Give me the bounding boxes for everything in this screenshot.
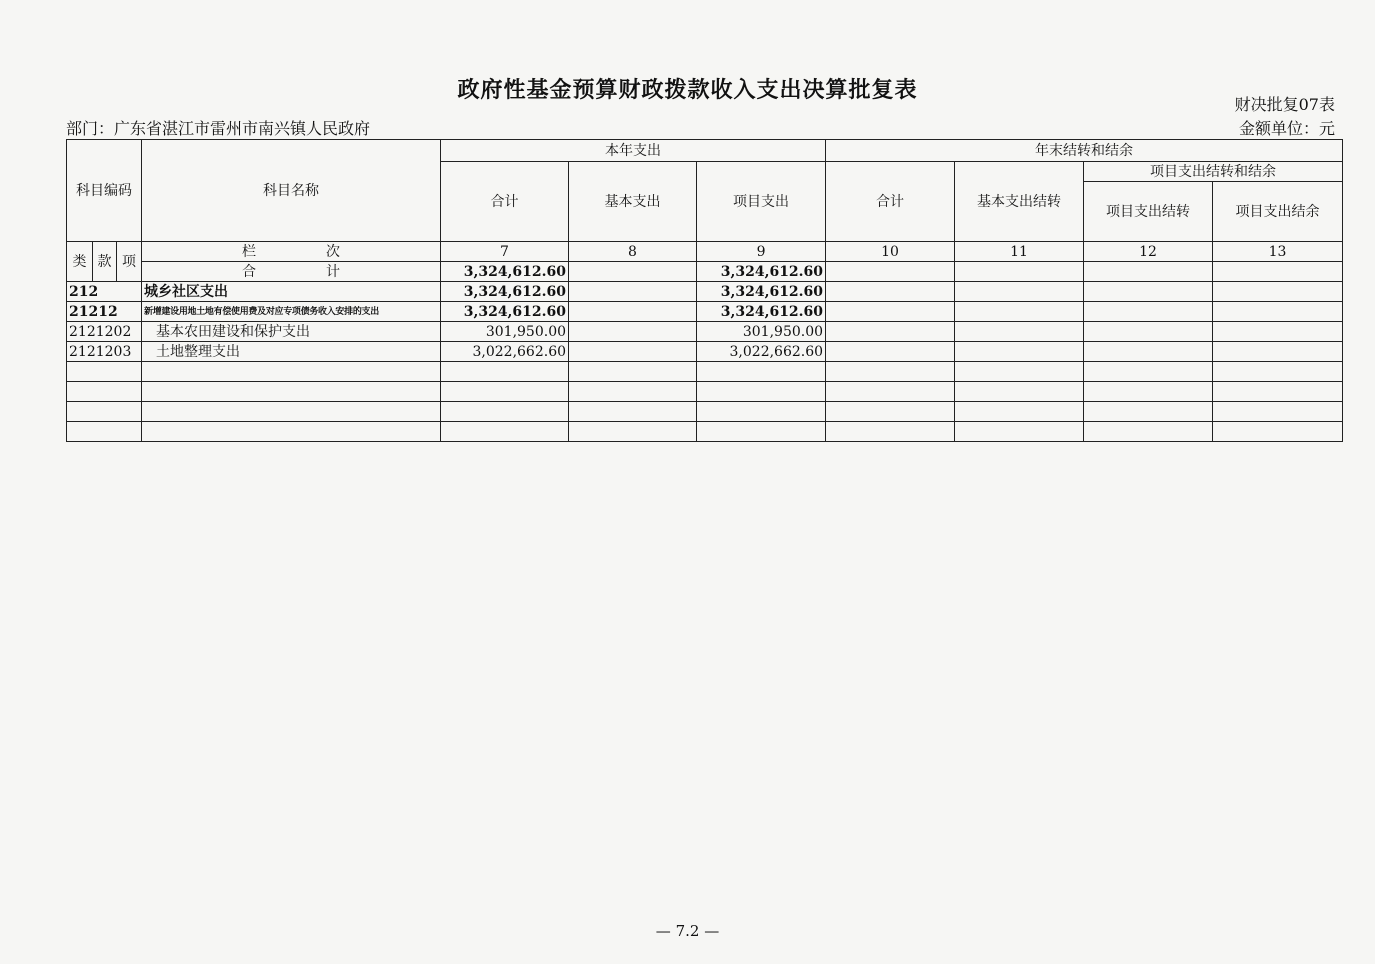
header-current-year-expenditure: 本年支出 [441, 140, 826, 162]
empty-row [67, 402, 1343, 422]
header-subject-name: 科目名称 [142, 140, 441, 242]
total-col9: 3,324,612.60 [697, 262, 826, 282]
row-code: 212 [67, 282, 142, 302]
row-col7: 301,950.00 [441, 322, 569, 342]
col-index-8: 8 [569, 242, 697, 262]
row-name: 土地整理支出 [142, 342, 441, 362]
total-label-he: 合 [242, 263, 257, 280]
row-col9: 3,324,612.60 [697, 282, 826, 302]
empty-row [67, 382, 1343, 402]
total-col8 [569, 262, 697, 282]
col-index-9: 9 [697, 242, 826, 262]
form-number: 财决批复07表 [1234, 95, 1335, 114]
amount-unit-label: 金额单位：元 [1238, 119, 1335, 138]
header-xiang: 项 [117, 242, 142, 282]
column-index-ci: 次 [326, 243, 341, 260]
budget-table [66, 139, 1343, 442]
header-project-surplus: 项目支出结余 [1213, 182, 1343, 242]
page-title: 政府性基金预算财政拨款收入支出决算批复表 [457, 78, 918, 103]
header-total: 合计 [441, 162, 569, 242]
col-index-10: 10 [826, 242, 955, 262]
col-index-11: 11 [955, 242, 1084, 262]
col-index-7: 7 [441, 242, 569, 262]
total-label [142, 262, 441, 282]
header-project-carryover: 项目支出结转 [1084, 182, 1213, 242]
department-label: 部门：广东省湛江市雷州市南兴镇人民政府 [66, 119, 371, 138]
column-index-label [142, 242, 441, 262]
table-row [67, 322, 1343, 342]
row-col7: 3,324,612.60 [441, 302, 569, 322]
header-project-expenditure: 项目支出 [697, 162, 826, 242]
table-row [67, 302, 1343, 322]
row-col7: 3,022,662.60 [441, 342, 569, 362]
row-code: 2121203 [67, 342, 142, 362]
table-row [67, 342, 1343, 362]
row-col7: 3,324,612.60 [441, 282, 569, 302]
total-col7: 3,324,612.60 [441, 262, 569, 282]
row-code: 21212 [67, 302, 142, 322]
empty-row [67, 422, 1343, 442]
empty-row [67, 362, 1343, 382]
header-basic-carryover: 基本支出结转 [955, 162, 1084, 242]
total-label-ji: 计 [326, 263, 341, 280]
row-col9: 3,022,662.60 [697, 342, 826, 362]
row-name: 基本农田建设和保护支出 [142, 322, 441, 342]
row-name: 新增建设用地土地有偿使用费及对应专项债务收入安排的支出 [142, 302, 441, 322]
col-index-13: 13 [1213, 242, 1343, 262]
row-col9: 3,324,612.60 [697, 302, 826, 322]
header-balance-total: 合计 [826, 162, 955, 242]
row-code: 2121202 [67, 322, 142, 342]
table-row [67, 282, 1343, 302]
header-subject-code: 科目编码 [67, 140, 142, 242]
header-basic-expenditure: 基本支出 [569, 162, 697, 242]
row-name: 城乡社区支出 [142, 282, 441, 302]
col-index-12: 12 [1084, 242, 1213, 262]
header-kuan: 款 [93, 242, 117, 282]
header-project-balance: 项目支出结转和结余 [1084, 162, 1343, 182]
column-index-lan: 栏 [242, 243, 257, 260]
header-lei: 类 [67, 242, 93, 282]
header-year-end-balance: 年末结转和结余 [826, 140, 1343, 162]
row-col9: 301,950.00 [697, 322, 826, 342]
page-number: — 7.2 — [655, 922, 720, 940]
total-row [67, 262, 1343, 282]
